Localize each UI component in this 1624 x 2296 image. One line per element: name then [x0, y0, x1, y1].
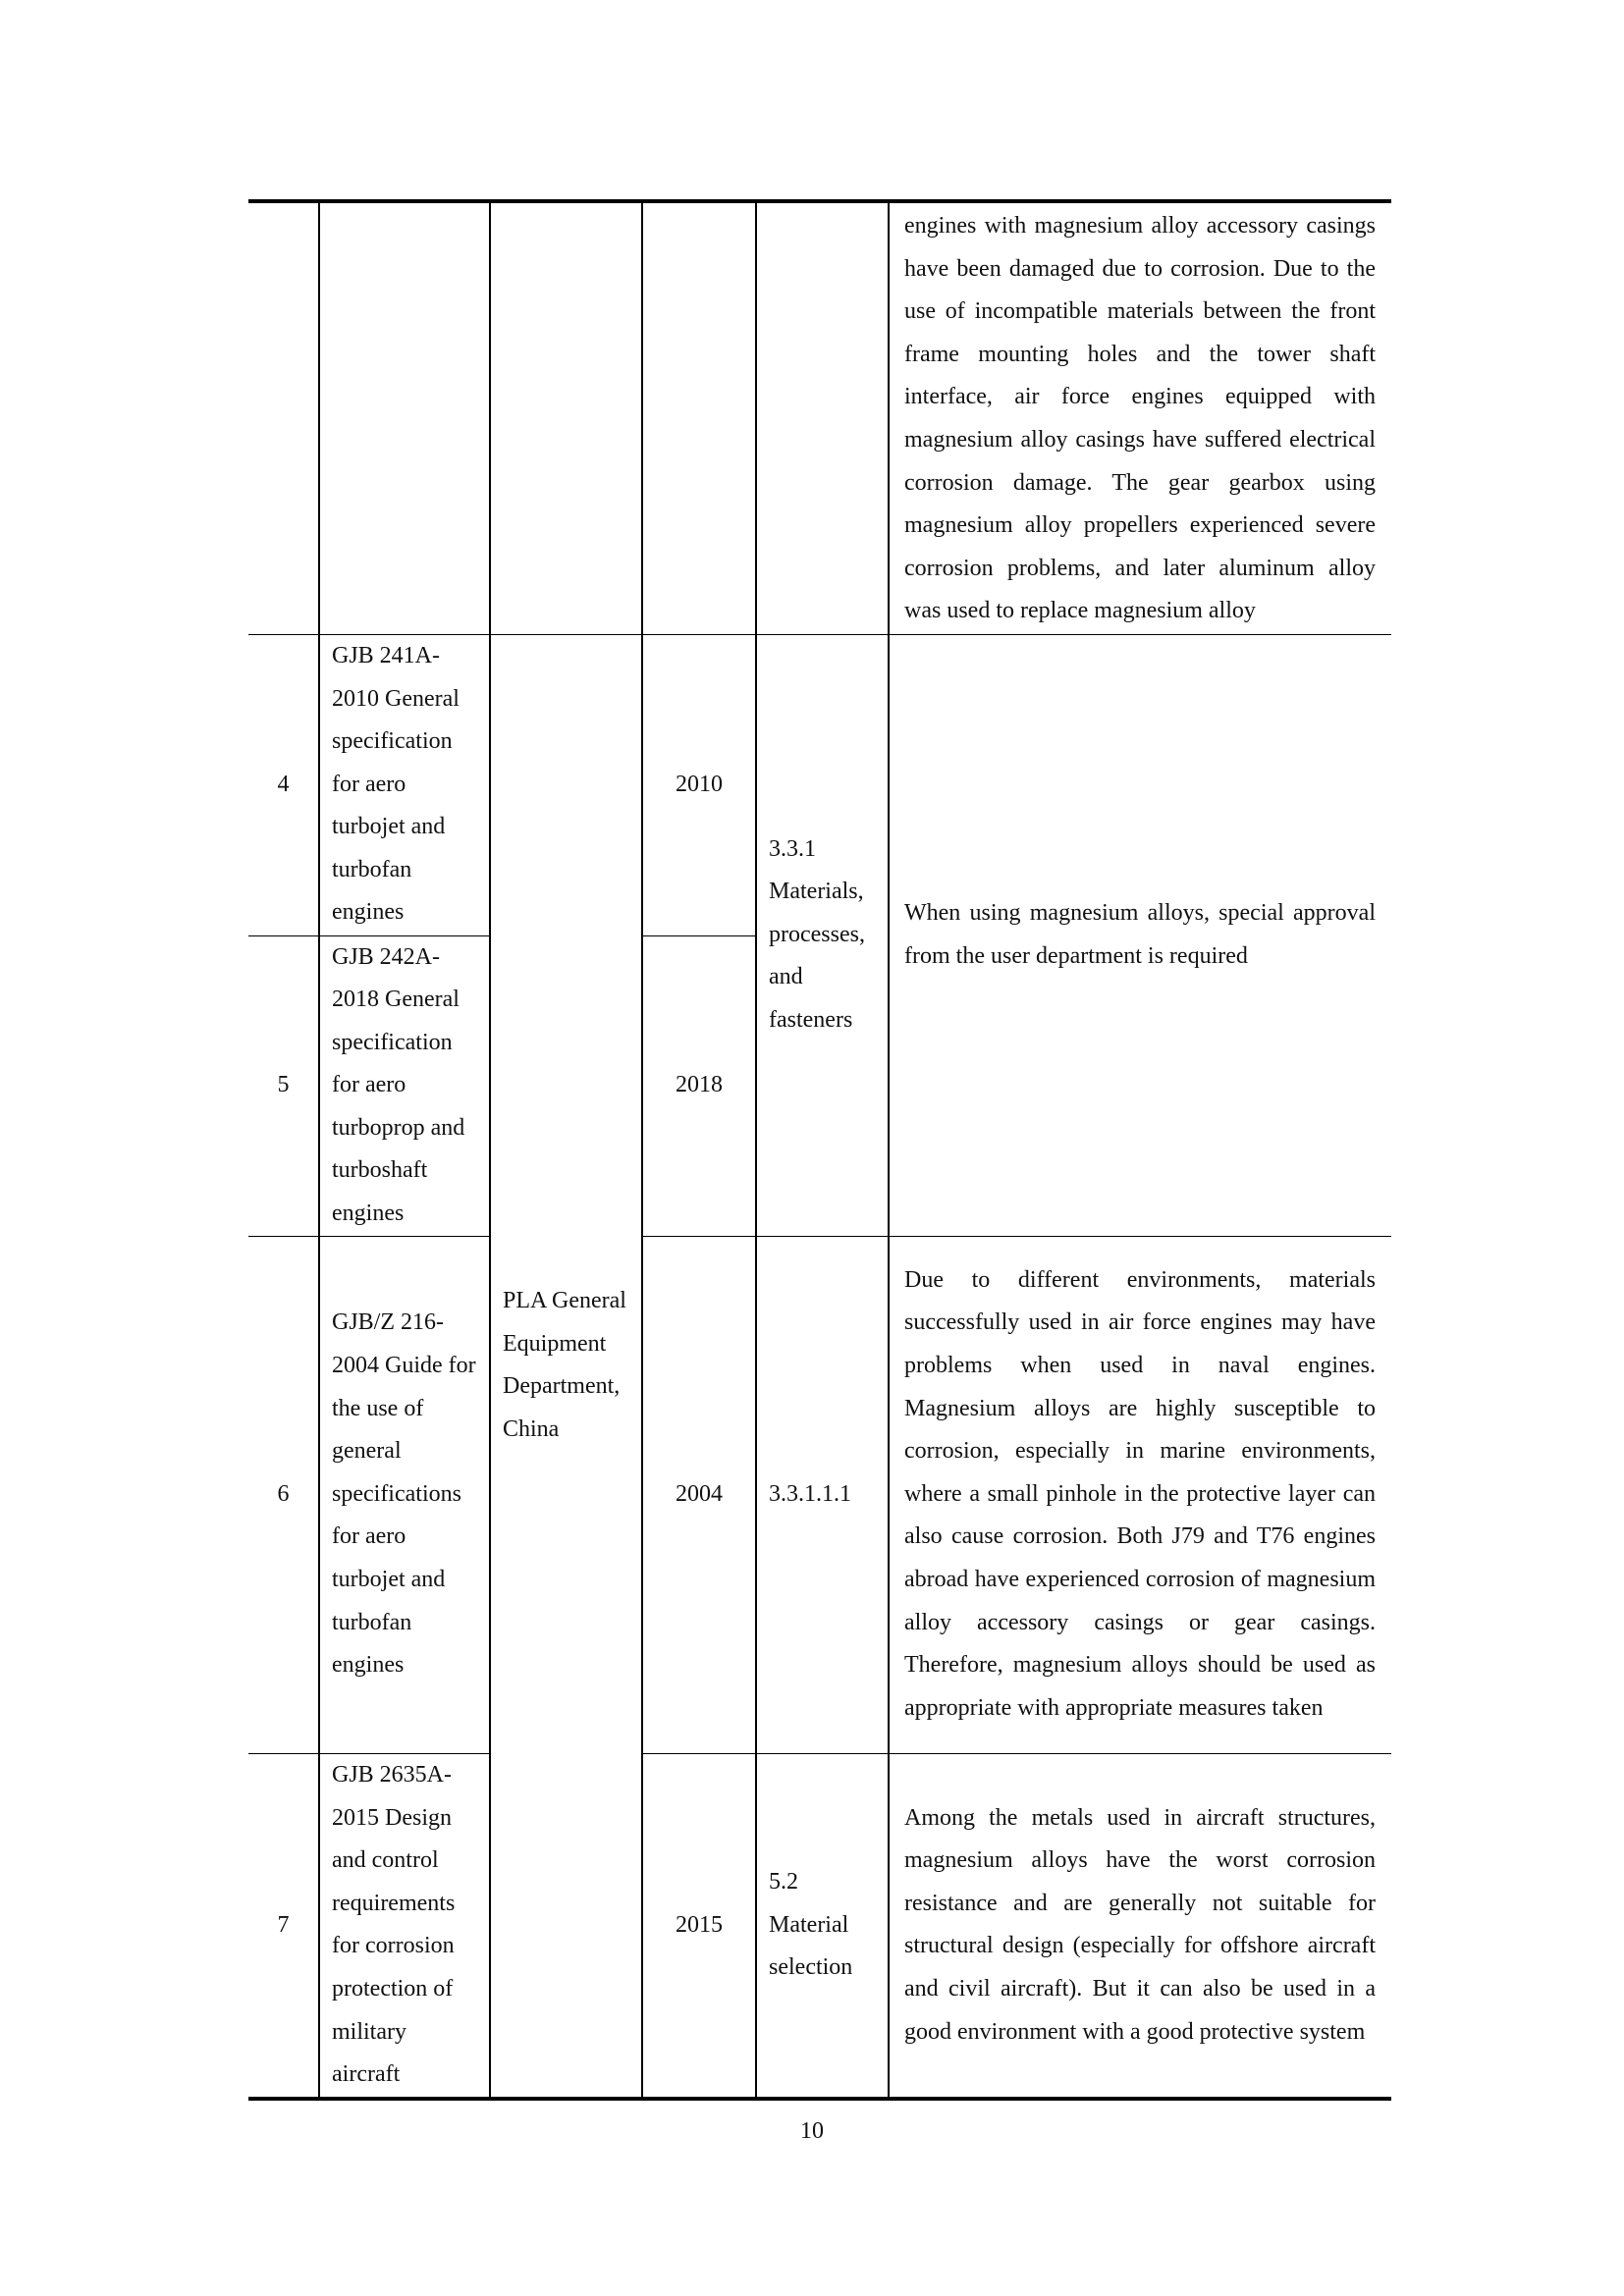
clause-cell: 3.3.1 Materials, processes, and fasteners	[756, 634, 889, 1236]
content-cell: Among the metals used in aircraft structures, magnesium alloys have the worst corrosion resistance and are generally not suitable for structural design (especially for offshore aircraft and civil aircraft). But it can also be used in a good environment with a good protective system	[889, 1753, 1391, 2099]
content-cell: Due to different environments, materials successfully used in air force engines may have problems when used in naval engines. Magnesium alloys are highly susceptible to corrosion, especially in marine environments, where a small pinhole in the protective layer can also cause corrosion. Both J79 and T76 engines abroad have experienced corrosion of magnesium alloy accessory casings or gear casings. Therefore, magnesium alloys should be used as appropriate with appropriate measures taken	[889, 1236, 1391, 1753]
content-cell: When using magnesium alloys, special approval from the user department is required	[889, 634, 1391, 1236]
year-cell: 2004	[642, 1236, 756, 1753]
standard-cell: GJB 2635A-2015 Design and control requirements for corrosion protection of military aircraft	[319, 1753, 490, 2099]
table-row	[248, 634, 1391, 935]
no-cell: 5	[248, 935, 319, 1236]
standard-cell: GJB 241A-2010 General specification for aero turbojet and turbofan engines	[319, 634, 490, 935]
standard-cell: GJB/Z 216-2004 Guide for the use of general specifications for aero turbojet and turbofan engines	[319, 1236, 490, 1753]
department-cell: PLA General Equipment Department, China	[490, 634, 642, 2099]
content-cell: engines with magnesium alloy accessory casings have been damaged due to corrosion. Due to the use of incompatible materials between the front frame mounting holes and the tower shaft interface, air force engines equipped with magnesium alloy casings have suffered electrical corrosion damage. The gear gearbox using magnesium alloy propellers experienced severe corrosion problems, and later aluminum alloy was used to replace magnesium alloy	[889, 201, 1391, 634]
year-cell: 2015	[642, 1753, 756, 2099]
clause-cell: 3.3.1.1.1	[756, 1236, 889, 1753]
clause-cell	[756, 201, 889, 634]
standard-cell: GJB 242A-2018 General specification for aero turboprop and turboshaft engines	[319, 935, 490, 1236]
table-row	[248, 1236, 1391, 1753]
year-cell	[642, 201, 756, 634]
no-cell: 4	[248, 634, 319, 935]
no-cell: 6	[248, 1236, 319, 1753]
no-cell: 7	[248, 1753, 319, 2099]
standards-table	[248, 199, 1391, 2101]
clause-cell: 5.2 Material selection	[756, 1753, 889, 2099]
table-row	[248, 1753, 1391, 2099]
standard-cell	[319, 201, 490, 634]
department-cell	[490, 201, 642, 634]
no-cell	[248, 201, 319, 634]
page-number: 10	[800, 2118, 824, 2144]
year-cell: 2010	[642, 634, 756, 935]
year-cell: 2018	[642, 935, 756, 1236]
table-row	[248, 201, 1391, 634]
